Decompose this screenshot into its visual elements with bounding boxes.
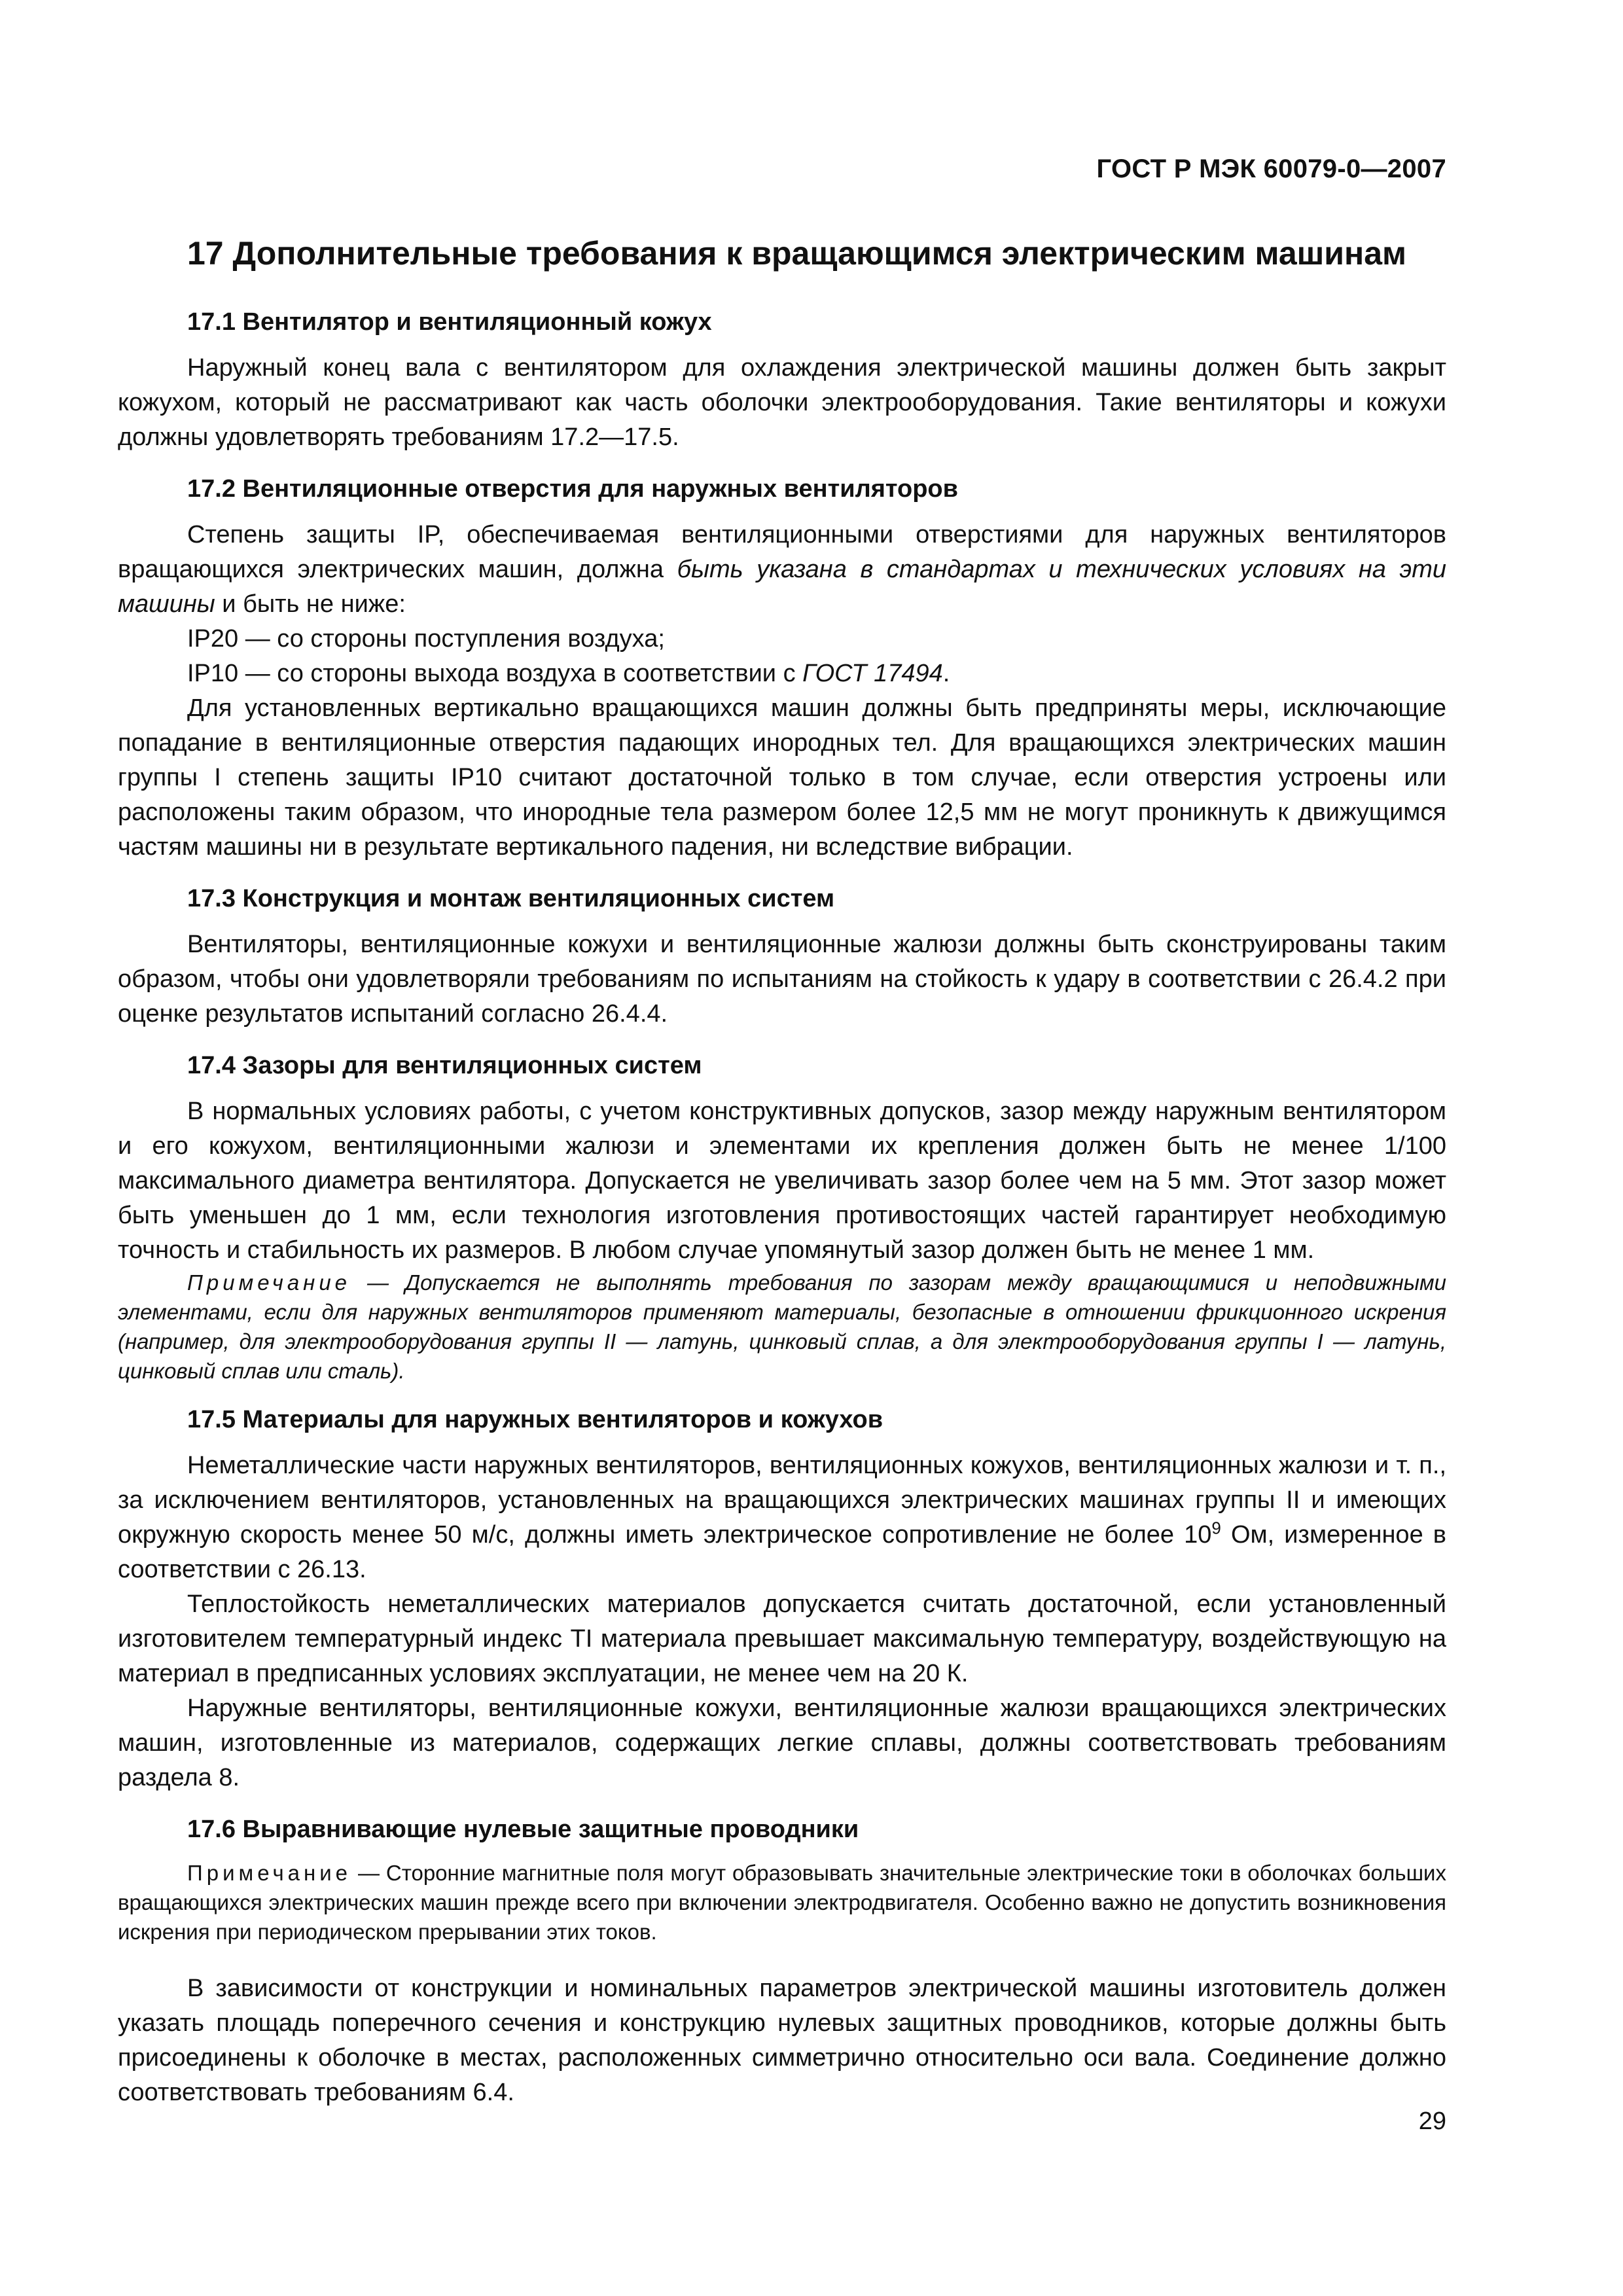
paragraph: В зависимости от конструкции и номинальных параметров электрической машины изготовитель должен указать площадь поперечного сечения и конструкцию нулевых защитных проводников, которые должны быть присоединены к оболочке в местах, расположенных симметрично относительно оси вала. Соединение должно соответствовать требованиям 6.4. [118,1975,1446,2106]
emphasis-text: быть указана в стандартах и технических условиях на эти машины [118,556,1446,618]
text-run: Степень защиты IP, обеспечиваемая вентиляционными отверстиями для наружных вентиляторов вращающихся электрических машин, должна [118,521,1446,583]
section-heading-17-2: 17.2 Вентиляционные отверстия для наружных вентиляторов [187,475,958,503]
standard-reference: ГОСТ 17494 [802,660,943,687]
text-run: . [942,660,950,687]
note-text: — Сторонние магнитные поля могут образовывать значительные электрические токи в оболочках больших вращающихся электрических машин прежде всего при включении электродвигателя. Особенно важно не допустить возникновения искрения при периодическом прерывании этих токов. [118,1861,1446,1944]
superscript: 9 [1211,1518,1221,1538]
document-code: ГОСТ Р МЭК 60079-0—2007 [1096,154,1446,183]
section-heading-17-3: 17.3 Конструкция и монтаж вентиляционных систем [187,885,835,912]
paragraph [118,518,1446,622]
paragraph: Наружный конец вала с вентилятором для охлаждения электрической машины должен быть закрыт кожухом, который не рассматривают как часть оболочки электрооборудования. Такие вентиляторы и кожухи должны удовлетворять требованиям 17.2—17.5. [118,354,1446,451]
paragraph: Наружные вентиляторы, вентиляционные кожухи, вентиляционные жалюзи вращающихся электрических машин, изготовленные из материалов, содержащих легкие сплавы, должны соответствовать требованиям раздела 8. [118,1695,1446,1791]
note [118,1858,1446,1946]
section-heading-17-6: 17.6 Выравнивающие нулевые защитные проводники [187,1816,859,1843]
chapter-title: 17 Дополнительные требования к вращающимся электрическим машинам [187,235,1407,272]
section-heading-17-4: 17.4 Зазоры для вентиляционных систем [187,1052,702,1079]
text-run: IP10 — со стороны выхода воздуха в соответствии с [187,660,803,687]
paragraph: В нормальных условиях работы, с учетом конструктивных допусков, зазор между наружным вентилятором и его кожухом, вентиляционными жалюзи и элементами их крепления должен быть не менее 1/100 максимального диаметра вентилятора. Допускается не увеличивать зазор более чем на 5 мм. Этот зазор может быть уменьшен до 1 мм, если технология изготовления противостоящих частей гарантирует необходимую точность и стабильность их размеров. В любом случае упомянутый зазор должен быть не менее 1 мм. [118,1098,1446,1264]
text-run: Ом, измеренное в соответствии с 26.13. [118,1521,1446,1583]
document-page [118,0,1446,2296]
text-run: и быть не ниже: [215,590,406,618]
page-number: 29 [1418,2108,1446,2135]
paragraph [118,1448,1446,1587]
note [118,1268,1446,1386]
paragraph: Для установленных вертикально вращающихся машин должны быть предприняты меры, исключающие попадание в вентиляционные отверстия падающих инородных тел. Для вращающихся электрических машин группы I степень защиты IP10 считают достаточной только в том случае, если отверстия устроены или расположены таким образом, что инородные тела размером более 12,5 мм не могут проникнуть к движущимся частям машины ни в результате вертикального падения, ни вследствие вибрации. [118,694,1446,861]
section-heading-17-1: 17.1 Вентилятор и вентиляционный кожух [187,308,712,336]
text-run: Неметаллические части наружных вентиляторов, вентиляционных кожухов, вентиляционных жалюзи и т. п., за исключением вентиляторов, установленных на вращающихся электрических машинах группы II и имеющих окружную скорость менее 50 м/с, должны иметь электрическое сопротивление не более 10 [118,1452,1446,1549]
paragraph: Вентиляторы, вентиляционные кожухи и вентиляционные жалюзи должны быть сконструированы таким образом, чтобы они удовлетворяли требованиям по испытаниям на стойкость к удару в соответствии с 26.4.2 при оценке результатов испытаний согласно 26.4.4. [118,931,1446,1028]
list-line [118,656,1446,691]
note-label: Примечание [187,1861,352,1885]
note-text: — Допускается не выполнять требования по зазорам между вращающимися и неподвижными элементами, если для наружных вентиляторов применяют материалы, безопасные в отношении фрикционного искрения (например, для электрооборудования группы II — латунь, цинковый сплав, а для электрооборудования группы I — латунь, цинковый сплав или сталь). [118,1270,1446,1383]
document-body [118,305,1446,2110]
list-line: IP20 — со стороны поступления воздуха; [187,625,665,653]
note-label: Примечание [187,1270,351,1295]
paragraph: Теплостойкость неметаллических материалов допускается считать достаточной, если установленный изготовителем температурный индекс TI материала превышает максимальную температуру, воздействующую на материал в предписанных условиях эксплуатации, не менее чем на 20 К. [118,1590,1446,1687]
section-heading-17-5: 17.5 Материалы для наружных вентиляторов и кожухов [187,1406,883,1433]
